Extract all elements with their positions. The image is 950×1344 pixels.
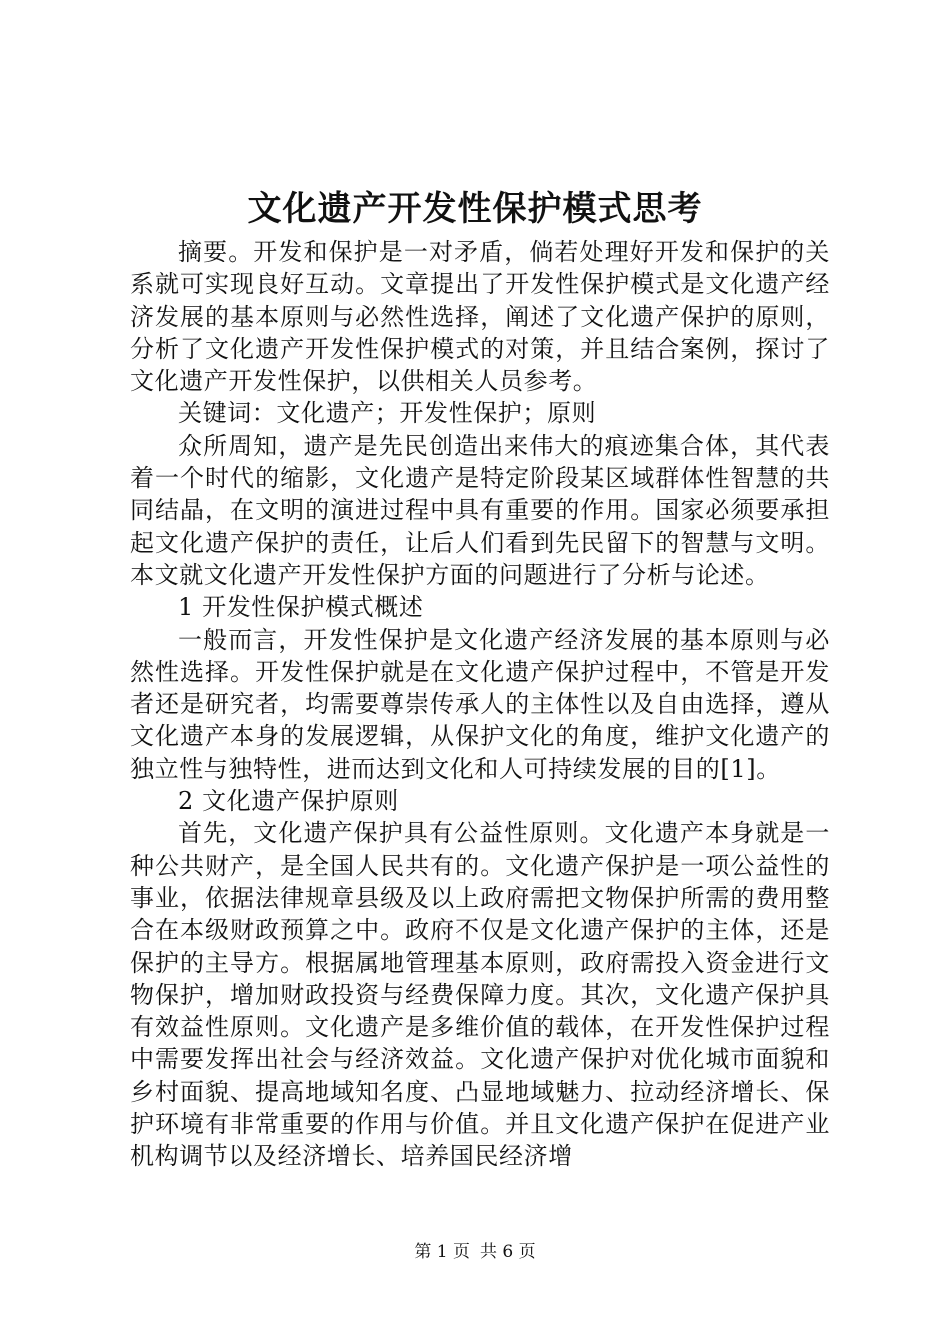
page-number: 第 1 页	[414, 1242, 470, 1262]
keywords-line: 关键词：文化遗产；开发性保护；原则	[178, 399, 597, 428]
abstract-paragraph: 摘要。开发和保护是一对矛盾，倘若处理好开发和保护的关系就可实现良好互动。文章提出了开发性保护模式是文化遗产经济发展的基本原则与必然性选择，阐述了文化遗产保护的原则，分析了文化遗产开发性保护模式的对策，并且结合案例，探讨了文化遗产开发性保护，以供相关人员参考。	[130, 238, 830, 396]
intro-paragraph: 众所周知，遗产是先民创造出来伟大的痕迹集合体，其代表着一个时代的缩影，文化遗产是特定阶段某区域群体性智慧的共同结晶，在文明的演进过程中具有重要的作用。国家必须要承担起文化遗产保护的责任，让后人们看到先民留下的智慧与文明。本文就文化遗产开发性保护方面的问题进行了分析与论述。	[130, 431, 830, 589]
page-total: 共 6 页	[480, 1242, 536, 1262]
section-1-paragraph: 一般而言，开发性保护是文化遗产经济发展的基本原则与必然性选择。开发性保护就是在文化遗产保护过程中，不管是开发者还是研究者，均需要尊崇传承人的主体性以及自由选择，遵从文化遗产本身的发展逻辑，从保护文化的角度，维护文化遗产的独立性与独特性，进而达到文化和人可持续发展的目的[1]。	[130, 625, 830, 783]
page-footer	[0, 1240, 950, 1264]
section-2-heading: 2 文化遗产保护原则	[178, 787, 399, 816]
document-body	[130, 236, 830, 1173]
section-1-heading: 1 开发性保护模式概述	[178, 593, 424, 622]
document-title: 文化遗产开发性保护模式思考	[247, 189, 703, 229]
section-2-paragraph: 首先，文化遗产保护具有公益性原则。文化遗产本身就是一种公共财产，是全国人民共有的。文化遗产保护是一项公益性的事业，依据法律规章县级及以上政府需把文物保护所需的费用整合在本级财政预算之中。政府不仅是文化遗产保护的主体，还是保护的主导方。根据属地管理基本原则，政府需投入资金进行文物保护，增加财政投资与经费保障力度。其次，文化遗产保护具有效益性原则。文化遗产是多维价值的载体，在开发性保护过程中需要发挥出社会与经济效益。文化遗产保护对优化城市面貌和乡村面貌、提高地域知名度、凸显地域魅力、拉动经济增长、保护环境有非常重要的作用与价值。并且文化遗产保护在促进产业机构调节以及经济增长、培养国民经济增	[130, 819, 830, 1171]
